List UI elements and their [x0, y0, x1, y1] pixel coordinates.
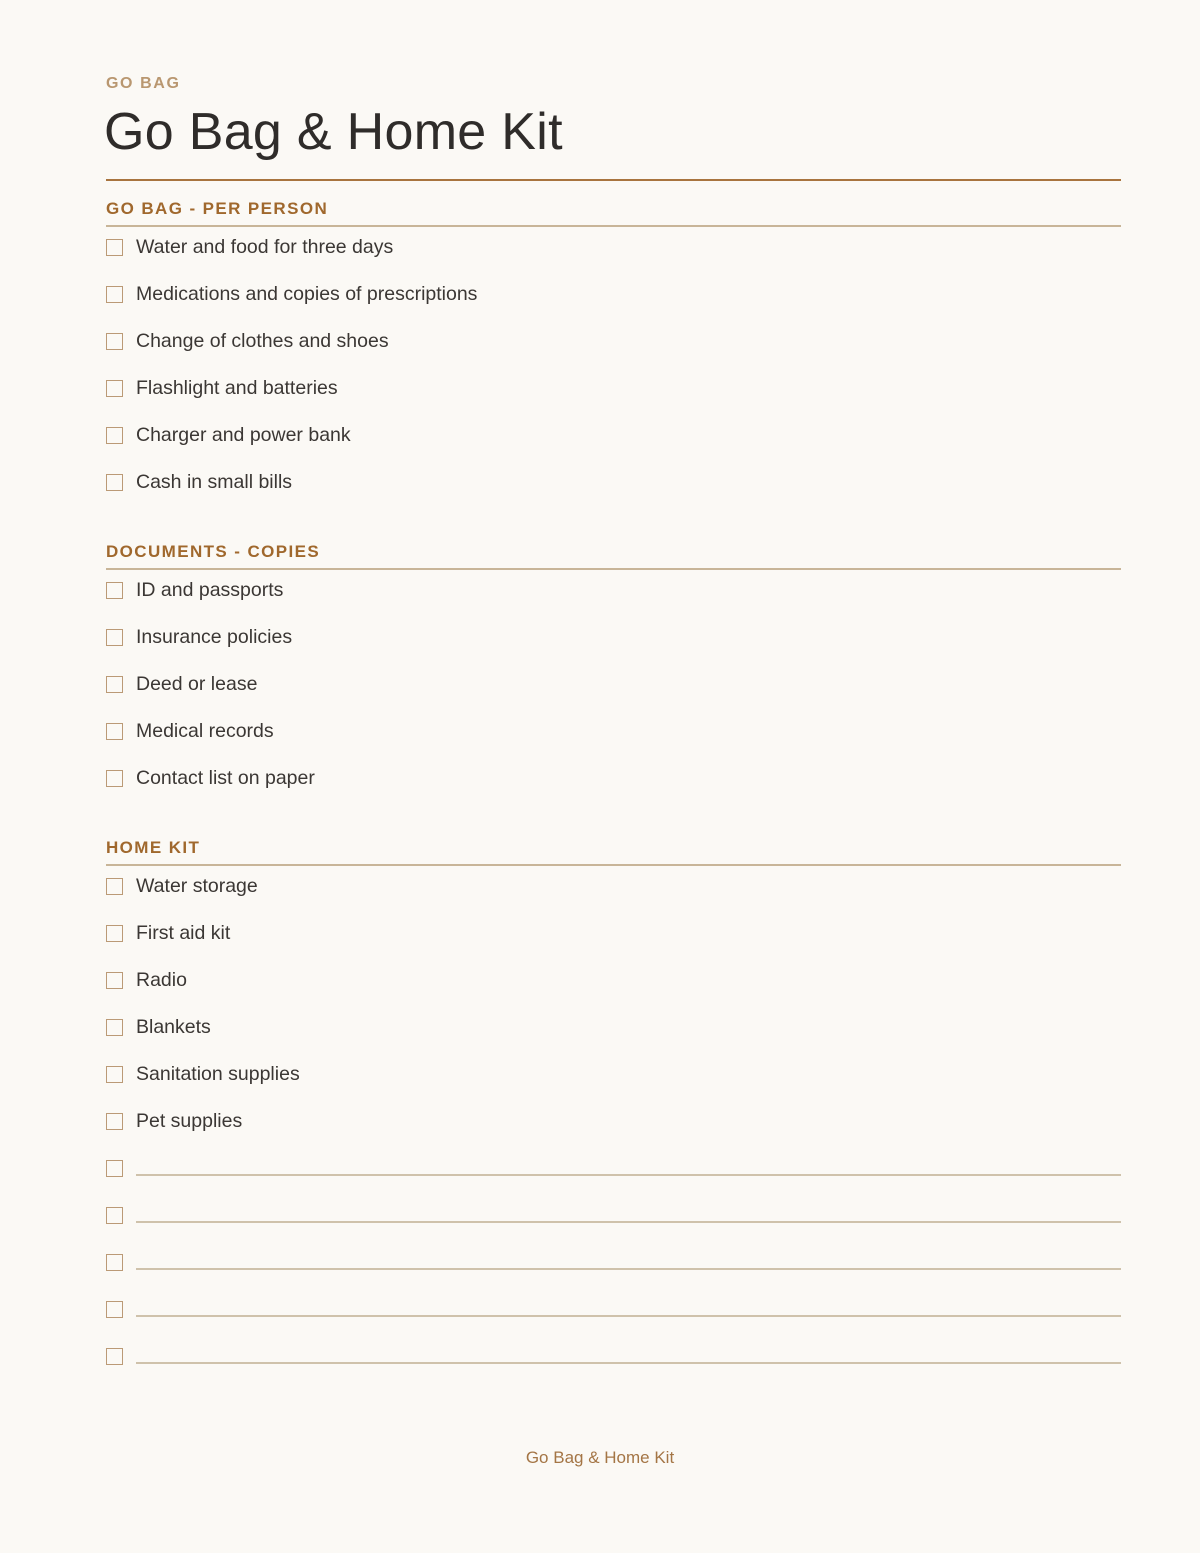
- section-go-bag: [106, 199, 1121, 514]
- checkbox[interactable]: [106, 1301, 123, 1318]
- item-label: Cash in small bills: [136, 471, 293, 493]
- checkbox[interactable]: [106, 629, 123, 646]
- checklist-item: [106, 575, 1121, 622]
- checklist-item: [106, 1012, 1121, 1059]
- item-label: Deed or lease: [136, 673, 258, 695]
- checklist-item: [106, 279, 1121, 326]
- checklist-item: [106, 1106, 1121, 1153]
- item-label: Radio: [136, 969, 187, 991]
- checkbox[interactable]: [106, 380, 123, 397]
- checkbox[interactable]: [106, 770, 123, 787]
- blank-checklist-item: [106, 1153, 1121, 1200]
- checklist-item: [106, 871, 1121, 918]
- item-label: Blankets: [136, 1016, 211, 1038]
- checkbox[interactable]: [106, 582, 123, 599]
- checklist-item: [106, 669, 1121, 716]
- item-label: First aid kit: [136, 922, 231, 944]
- item-label: Change of clothes and shoes: [136, 330, 389, 352]
- checkbox[interactable]: [106, 676, 123, 693]
- page-title: Go Bag & Home Kit: [104, 103, 563, 161]
- checkbox[interactable]: [106, 972, 123, 989]
- title-divider: [106, 179, 1121, 181]
- section-heading: GO BAG - PER PERSON: [106, 199, 1121, 227]
- checklist-item: [106, 420, 1121, 467]
- item-label: Charger and power bank: [136, 424, 351, 446]
- checkbox[interactable]: [106, 333, 123, 350]
- section-home-kit: [106, 838, 1121, 1388]
- item-label: Pet supplies: [136, 1110, 243, 1132]
- blank-checklist-item: [106, 1200, 1121, 1247]
- write-in-line[interactable]: [136, 1221, 1121, 1223]
- write-in-line[interactable]: [136, 1268, 1121, 1270]
- checkbox[interactable]: [106, 878, 123, 895]
- item-label: Medications and copies of prescriptions: [136, 283, 478, 305]
- item-label: Insurance policies: [136, 626, 293, 648]
- write-in-line[interactable]: [136, 1315, 1121, 1317]
- checkbox[interactable]: [106, 1019, 123, 1036]
- checklist-item: [106, 763, 1121, 810]
- checklist-item: [106, 326, 1121, 373]
- checklist-item: [106, 232, 1121, 279]
- page-footer: Go Bag & Home Kit: [525, 1448, 675, 1467]
- item-label: Water and food for three days: [136, 236, 394, 258]
- blank-checklist-item: [106, 1341, 1121, 1388]
- section-heading: DOCUMENTS - COPIES: [106, 542, 1121, 570]
- checklist-item: [106, 1059, 1121, 1106]
- page-eyebrow: GO BAG: [106, 75, 181, 92]
- checkbox[interactable]: [106, 1254, 123, 1271]
- checkbox[interactable]: [106, 723, 123, 740]
- item-label: ID and passports: [136, 579, 284, 601]
- item-label: Water storage: [136, 875, 258, 897]
- item-label: Sanitation supplies: [136, 1063, 300, 1085]
- checkbox[interactable]: [106, 1207, 123, 1224]
- item-label: Contact list on paper: [136, 767, 315, 789]
- checkbox[interactable]: [106, 427, 123, 444]
- blank-checklist-item: [106, 1294, 1121, 1341]
- checklist-item: [106, 965, 1121, 1012]
- checkbox[interactable]: [106, 474, 123, 491]
- checkbox[interactable]: [106, 925, 123, 942]
- write-in-line[interactable]: [136, 1362, 1121, 1364]
- write-in-line[interactable]: [136, 1174, 1121, 1176]
- checkbox[interactable]: [106, 1348, 123, 1365]
- checklist-item: [106, 622, 1121, 669]
- section-documents: [106, 542, 1121, 810]
- section-heading: HOME KIT: [106, 838, 1121, 866]
- checkbox[interactable]: [106, 286, 123, 303]
- checkbox[interactable]: [106, 1113, 123, 1130]
- checklist-item: [106, 918, 1121, 965]
- item-label: Flashlight and batteries: [136, 377, 338, 399]
- checkbox[interactable]: [106, 239, 123, 256]
- checklist-item: [106, 716, 1121, 763]
- blank-checklist-item: [106, 1247, 1121, 1294]
- checklist-item: [106, 467, 1121, 514]
- checkbox[interactable]: [106, 1066, 123, 1083]
- checkbox[interactable]: [106, 1160, 123, 1177]
- item-label: Medical records: [136, 720, 274, 742]
- checklist-item: [106, 373, 1121, 420]
